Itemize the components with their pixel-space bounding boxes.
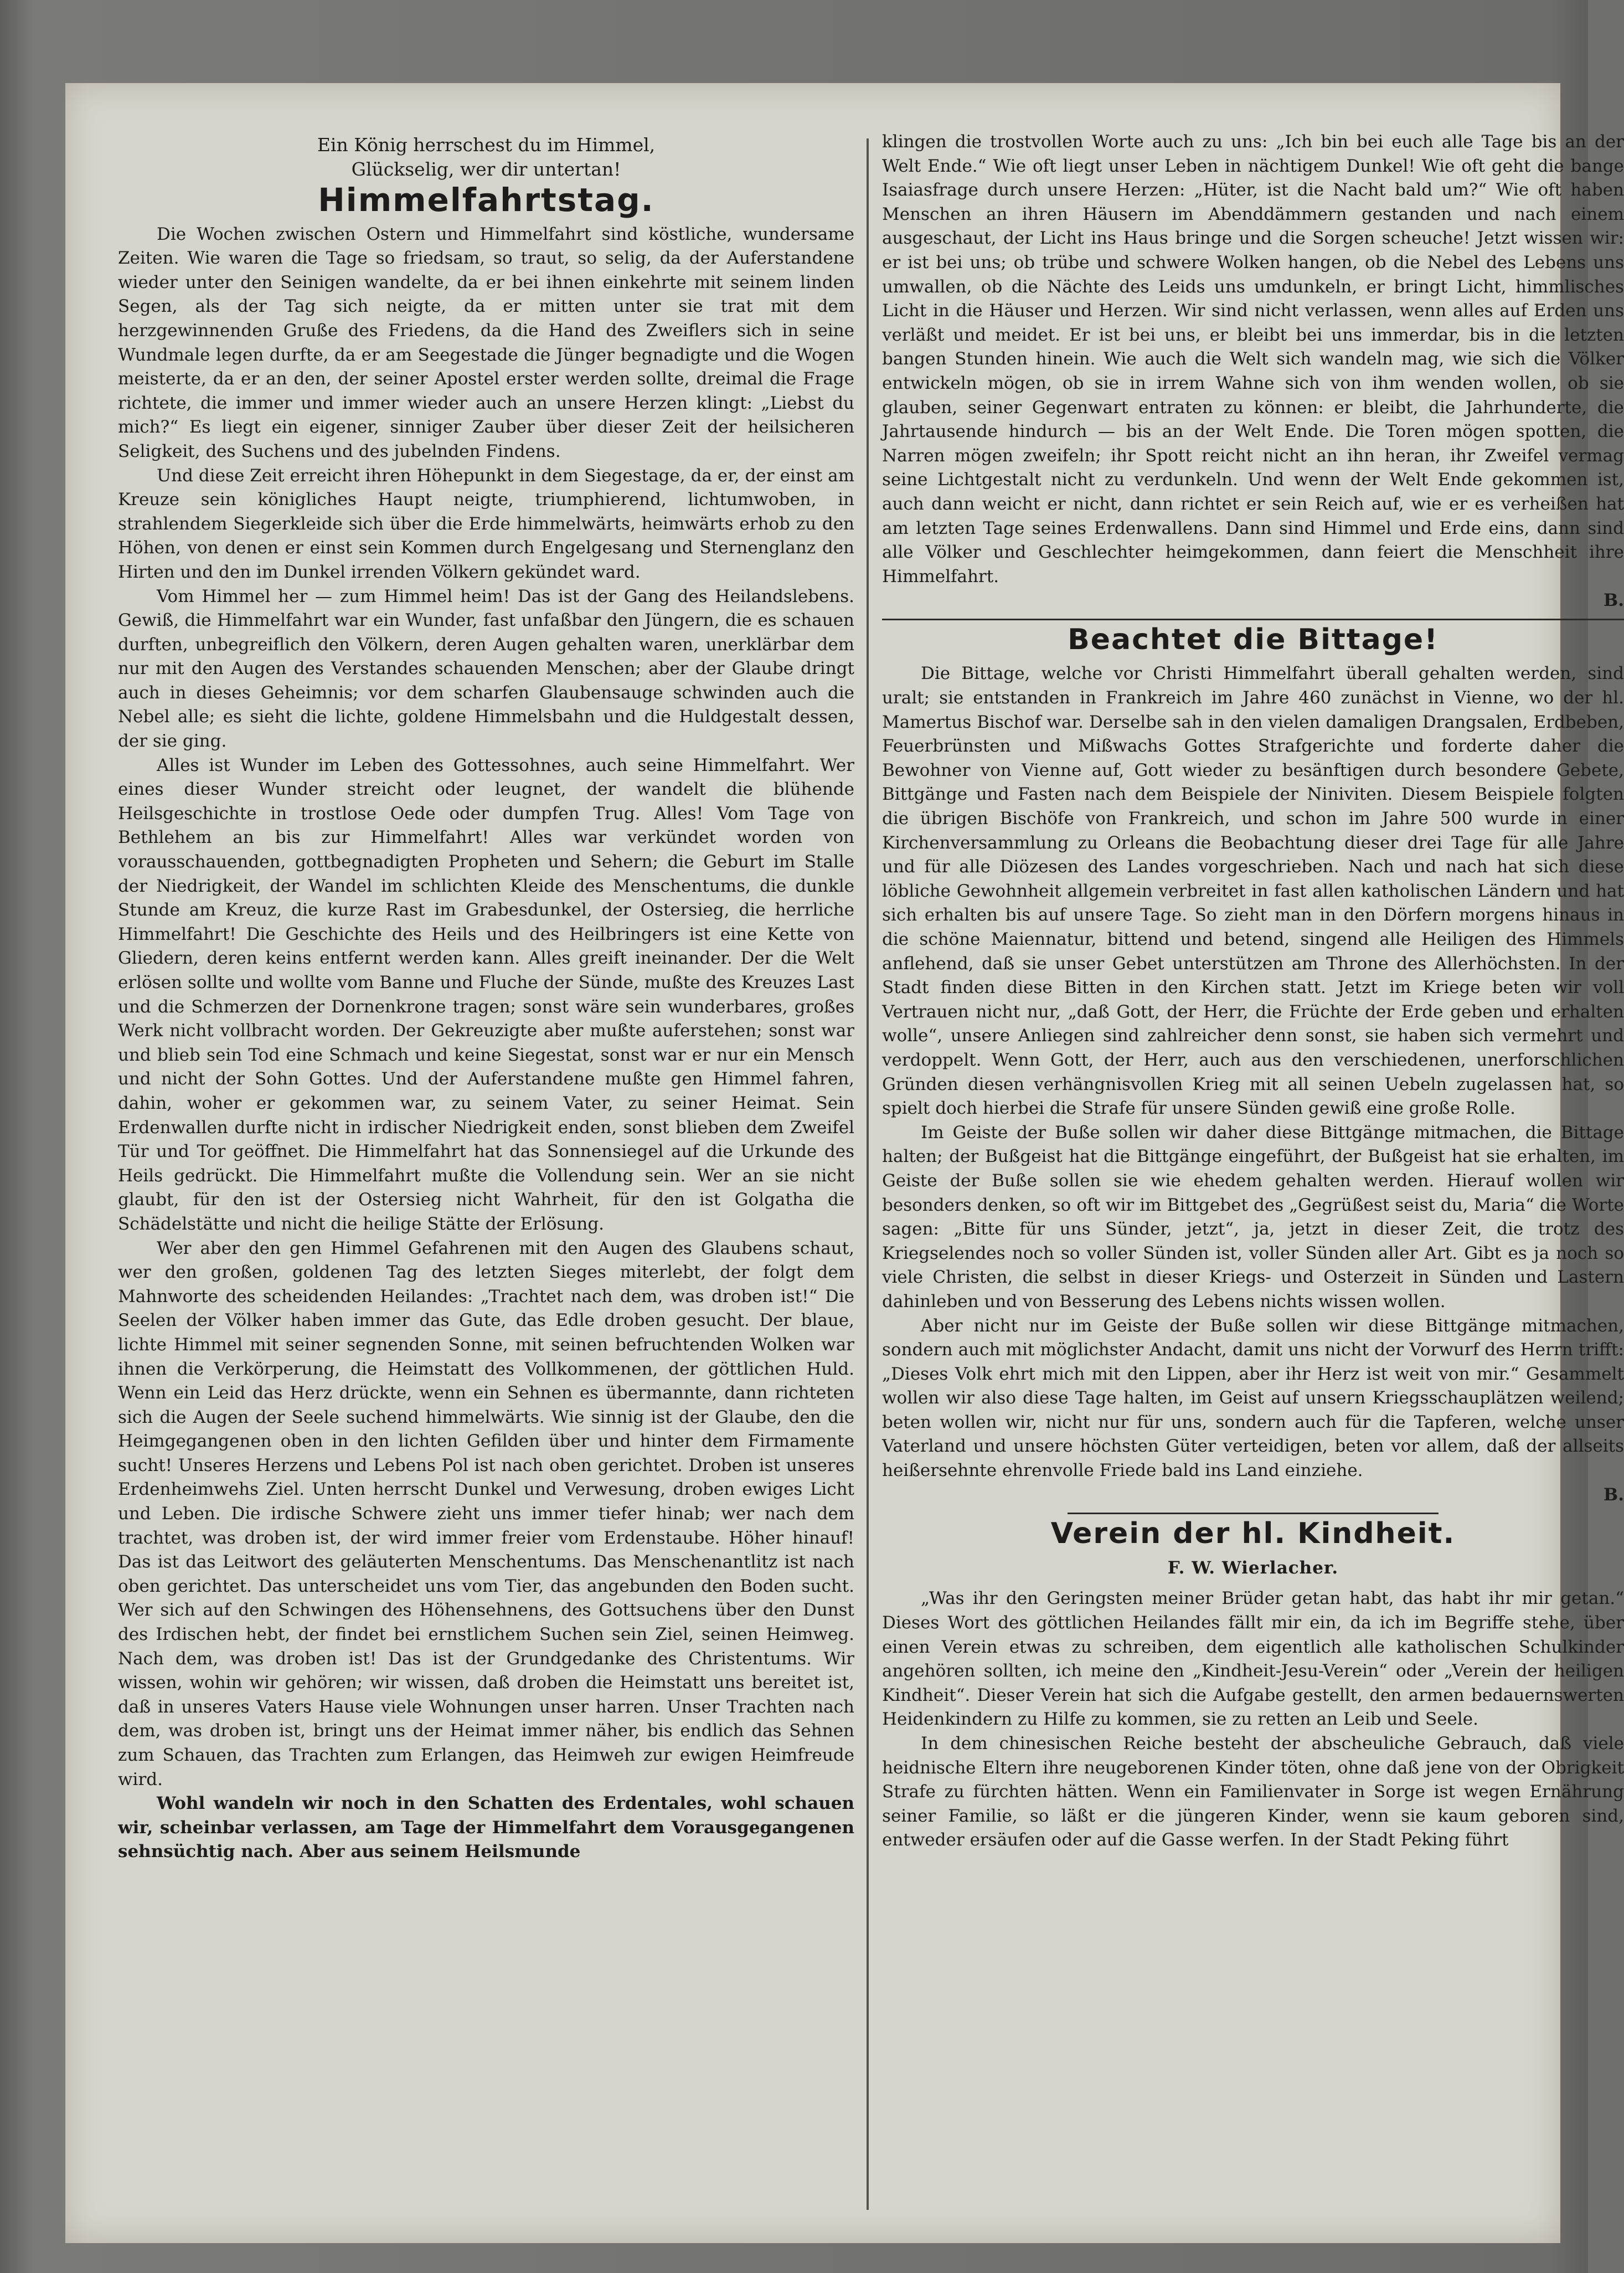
author-line: F. W. Wierlacher. [1167, 1557, 1339, 1578]
paragraph: „Was ihr den Geringsten meiner Brüder getan habt, das habt ihr mir getan.“ Dieses Wort des göttlichen Heilandes fällt mir ein, da ich im Begriffe stehe, über einen Verein etwas zu schreiben, dem eigentlich alle katholischen Schulkinder angehören sollten, ich meine den „Kindheit-Jesu-Verein“ oder „Verein der heiligen Kindheit“. Dieser Verein hat sich die Aufgabe gestellt, den armen bedauernswerten Heidenkindern zu Hilfe zu kommen, sie zu retten an Leib und Seele. [882, 1588, 1624, 1730]
poem [118, 133, 854, 182]
article-title-bittage: Beachtet die Bittage! [1068, 623, 1439, 656]
paragraph: Und diese Zeit erreicht ihren Höhepunkt in dem Siegestage, da er, der einst am Kreuze sein königliches Haupt neigte, triumphierend, lichtumwoben, in strahlendem Siegerkleide sich über die Erde himmelwärts, heimwärts erhob zu den Höhen, von denen er einst sein Kommen durch Engelgesang und Sternenglanz den Hirten und den im Dunkel irrenden Völkern gekündet ward. [118, 465, 854, 582]
signature: B. [1604, 1484, 1624, 1505]
poem-line: Ein König herrschest du im Himmel, [317, 134, 656, 156]
article-title-verein: Verein der hl. Kindheit. [1050, 1517, 1456, 1551]
paragraph: Im Geiste der Buße sollen wir daher diese Bittgänge mitmachen, die Bittage halten; der Bußgeist hat die Bittgänge eingeführt, der Bußgeist hat sie erhalten, im Geiste der Buße sollen sie wie ehedem gehalten werden. Hierauf wollen wir besonders denken, so oft wir im Bittgebet des „Gegrüßest seist du, Maria“ die Worte sagen: „Bitte für uns Sünder, jetzt“, ja, jetzt in dieser Zeit, die trotz des Kriegselendes noch so voller Sünden ist, voller Sünden aller Art. Gibt es ja noch so viele Christen, die selbst in dieser Kriegs- und Osterzeit in Sünden und Lastern dahinleben und von Besserung des Lebens nichts wissen wollen. [882, 1122, 1624, 1312]
continuation-paragraph: klingen die trostvollen Worte auch zu uns: „Ich bin bei euch alle Tage bis an der Welt Ende.“ Wie oft liegt unser Leben in nächtigem Dunkel! Wie oft geht die bange Isaiasfrage durch unsere Herzen: „Hüter, ist die Nacht bald um?“ Wie oft haben Menschen an ihren Häusern im Abenddämmern gestanden und nach einem ausgeschaut, der Licht ins Haus bringe und die Sorgen scheuche! Jetzt wissen wir: er ist bei uns; ob trübe und schwere Wolken hangen, ob die Nebel des Lebens uns umwallen, ob die Nächte des Leids uns umdunkeln, er bringt Licht, himmlisches Licht in die Häuser und Herzen. Wir sind nicht verlassen, wenn alles auf Erden uns verläßt und meidet. Er ist bei uns, er bleibt bei uns immerdar, bis in die letzten bangen Stunden hinein. Wie auch die Welt sich wandeln mag, wie sich die Völker entwickeln mögen, ob sie in irrem Wahne sich von ihm wenden wollen, ob sie glauben, seiner Gegenwart entraten zu können: er bleibt, die Jahrhunderte, die Jahrtausende hindurch — bis an der Welt Ende. Die Toren mögen spotten, die Narren mögen zweifeln; ihr Spott reicht nicht an ihn heran, ihr Zweifel vermag seine Lichtgestalt nicht zu verdunkeln. Und wenn der Welt Ende gekommen ist, auch dann weicht er nicht, dann richtet er sein Reich auf, wie er es verheißen hat am letzten Tage seines Erdenwallens. Dann sind Himmel und Erde eins, dann sind alle Völker und Geschlechter heimgekommen, dann feiert die Menschheit ihre Himmelfahrt. [882, 132, 1624, 587]
left-column [118, 133, 854, 1864]
article-title-himmelfahrtstag: Himmelfahrtstag. [318, 181, 654, 219]
paragraph: Die Wochen zwischen Ostern und Himmelfahrt sind köstliche, wundersame Zeiten. Wie waren die Tage so friedsam, so traut, so selig, da der Auferstandene wieder unter den Seinigen wandelte, da er bei ihnen einkehrte mit seinem linden Segen, als der Tag sich neigte, da er mitten unter sie trat mit dem herzgewinnenden Gruße des Friedens, da die Hand des Zweiflers sich in seine Wundmale legen durfte, da er am Seegestade die Jünger begnadigte und die Wogen meisterte, da er an den, der seiner Apostel erster werden sollte, dreimal die Frage richtete, die immer und immer wieder auch an unsere Herzen klingt: „Liebst du mich?“ Es liegt ein eigener, sinniger Zauber über dieser Zeit der heilsicheren Seligkeit, des Suchens und des jubelnden Findens. [118, 224, 854, 461]
section-rule [882, 619, 1624, 620]
section-rule [1068, 1513, 1439, 1514]
paragraph: Alles ist Wunder im Leben des Gottessohnes, auch seine Himmelfahrt. Wer eines dieser Wunder streicht oder leugnet, der wandelt die blühende Heilsgeschichte in trostlose Oede oder dumpfen Trug. Alles! Vom Tage von Bethlehem an bis zur Himmelfahrt! Alles war verkündet worden von vorausschauenden, gottbegnadigten Propheten und Sehern; die Geburt im Stalle der Niedrigkeit, der Wandel im schlichten Kleide des Menschentums, die dunkle Stunde am Kreuz, die kurze Rast im Grabesdunkel, der Ostersieg, die herrliche Himmelfahrt! Die Geschichte des Heils und des Heilbringers ist eine Kette von Gliedern, deren keins entfernt werden kann. Alles greift ineinander. Der die Welt erlösen sollte und wollte vom Banne und Fluche der Sünde, mußte des Kreuzes Last und die Schmerzen der Dornenkrone tragen; sonst wäre sein wunderbares, großes Werk nicht vollbracht worden. Der Gekreuzigte aber mußte auferstehen; sonst war und blieb sein Tod eine Schmach und keine Siegestat, sonst war er nur ein Mensch und nicht der Sohn Gottes. Und der Auferstandene mußte gen Himmel fahren, dahin, woher er gekommen war, zu seinem Vater, zu seiner Heimat. Sein Erdenwallen durfte nicht in irdischer Niedrigkeit enden, sonst blieben dem Zweifel Tür und Tor geöffnet. Die Himmelfahrt hat das Sonnensiegel auf die Urkunde des Heils gedrückt. Die Himmelfahrt mußte die Vollendung sein. Wer an sie nicht glaubt, für den ist der Ostersieg nicht Wahrheit, für den ist Golgatha die Schädelstätte und nicht die heilige Stätte der Erlösung. [118, 755, 854, 1234]
paragraph: In dem chinesischen Reiche besteht der abscheuliche Gebrauch, daß viele heidnische Eltern ihre neugeborenen Kinder töten, ohne daß jene von der Obrigkeit Strafe zu fürchten hätten. Wenn ein Familienvater in Sorge ist wegen Ernährung seiner Familie, so läßt er die jüngeren Kinder, wenn sie kaum geboren sind, entweder ersäufen oder auf die Gasse werfen. In der Stadt Peking führt [882, 1734, 1624, 1850]
paragraph: Die Bittage, welche vor Christi Himmelfahrt überall gehalten werden, sind uralt; sie entstanden in Frankreich im Jahre 460 zunächst in Vienne, wo der hl. Mamertus Bischof war. Derselbe sah in den vielen damaligen Drangsalen, Erdbeben, Feuerbrünsten und Mißwachs Gottes Strafgerichte und forderte daher die Bewohner von Vienne auf, Gott wieder zu besänftigen durch besondere Gebete, Bittgänge und Fasten nach dem Beispiele der Niniviten. Diesem Beispiele folgten die übrigen Bischöfe von Frankreich, und schon im Jahre 500 wurde in einer Kirchenversammlung zu Orleans die Beobachtung dieser drei Tage für alle Jahre und für alle Diözesen des Landes vorgeschrieben. Nach und nach hat sich diese löbliche Gewohnheit allgemein verbreitet in fast allen katholischen Ländern und hat sich erhalten bis auf unsere Tage. So zieht man in den Dörfern morgens hinaus in die schöne Maiennatur, bittend und betend, singend alle Heiligen des Himmels anflehend, daß sie unser Gebet unterstützen am Throne des Allerhöchsten. In der Stadt finden diese Bitten in den Kirchen statt. Jetzt im Kriege beten wir voll Vertrauen nicht nur, „daß Gott, der Herr, die Früchte der Erde geben und erhalten wolle“, unsere Anliegen sind zahlreicher denn sonst, sie haben sich vermehrt und verdoppelt. Wenn Gott, der Herr, auch aus den verschiedenen, unerforschlichen Gründen diesen verhängnisvollen Krieg mit all seinen Uebeln zugelassen hat, so spielt doch hierbei die Strafe für unsere Sünden gewiß eine große Rolle. [882, 664, 1624, 1119]
column-divider [867, 138, 869, 2210]
paragraph: Vom Himmel her — zum Himmel heim! Das ist der Gang des Heilandslebens. Gewiß, die Himmelfahrt war ein Wunder, fast unfaßbar den Jüngern, die es schauen durften, unbegreiflich den Völkern, deren Augen gehalten waren, unerklärbar dem nur mit den Augen des Verstandes schauenden Menschen; aber der Glaube dringt auch in dieses Geheimnis; vor dem scharfen Glaubensauge schwinden auch die Nebel alle; es sieht die lichte, goldene Himmelsbahn und die Huldgestalt dessen, der sie ging. [118, 586, 854, 752]
signature: B. [1604, 590, 1624, 611]
paragraph: Aber nicht nur im Geiste der Buße sollen wir diese Bittgänge mitmachen, sondern auch mit möglichster Andacht, damit uns nicht der Vorwurf des Herrn trifft: „Dieses Volk ehrt mich mit den Lippen, aber ihr Herz ist weit von mir.“ Gesammelt wollen wir also diese Tage halten, im Geist auf unsern Kriegsschauplätzen weilend; beten wollen wir, nicht nur für uns, sondern auch für die Tapferen, welche unser Vaterland und unsere höchsten Güter verteidigen, beten vor allem, daß der allseits heißersehnte ehrenvolle Friede bald ins Land einziehe. [882, 1315, 1624, 1481]
paragraph: Wer aber den gen Himmel Gefahrenen mit den Augen des Glaubens schaut, wer den großen, goldenen Tag des letzten Sieges miterlebt, der folgt dem Mahnworte des scheidenden Heilandes: „Trachtet nach dem, was droben ist!“ Die Seelen der Völker haben immer das Gute, das Edle droben gesucht. Der blaue, lichte Himmel mit seiner segnenden Sonne, mit seinen befruchtenden Wolken war ihnen die Verkörperung, die Heimstatt des Vollkommenen, der göttlichen Huld. Wenn ein Leid das Herz drückte, wenn ein Sehnen es übermannte, dann richteten sich die Augen der Seele suchend himmelwärts. Wie sinnig ist der Glaube, den die Heimgegangenen oben in den lichten Gefilden über und hinter dem Firmamente sucht! Unseres Herzens und Lebens Pol ist nach oben gerichtet. Droben ist unseres Erdenheimwehs Ziel. Unten herrscht Dunkel und Verwesung, droben ewiges Licht und Leben. Die irdische Schwere zieht uns immer tiefer hinab; wer nach dem trachtet, was droben ist, der wird immer freier vom Erdenstaube. Höher hinauf! Das ist das Leitwort des geläuterten Menschentums. Das Menschenantlitz ist nach oben gerichtet. Das unterscheidet uns vom Tier, das angebunden den Boden sucht. Wer sich auf den Schwingen des Höhensehnens, des Gottsuchens über den Dunst des Irdischen hebt, der findet bei ernstlichem Suchen sein Ziel, seinen Heimweg. Nach dem, was droben ist! Das ist der Grundgedanke des Christentums. Wir wissen, wohin wir gehören; wir wissen, daß droben die Heimstatt uns bereitet ist, daß in unseres Vaters Hause viele Wohnungen unser harren. Unser Trachten nach dem, was droben ist, bringt uns der Heimat immer näher, bis endlich das Sehnen zum Schauen, das Trachten zum Erlangen, das Heimweh zur ewigen Heimfreude wird. [118, 1238, 854, 1789]
paragraph: Wohl wandeln wir noch in den Schatten des Erdentales, wohl schauen wir, scheinbar verlassen, am Tage der Himmelfahrt dem Vorausgegangenen sehnsüchtig nach. Aber aus seinem Heilsmunde [118, 1793, 854, 1862]
right-column [882, 130, 1624, 1853]
newspaper-page [65, 83, 1624, 2243]
poem-line: Glückselig, wer dir untertan! [351, 158, 621, 180]
